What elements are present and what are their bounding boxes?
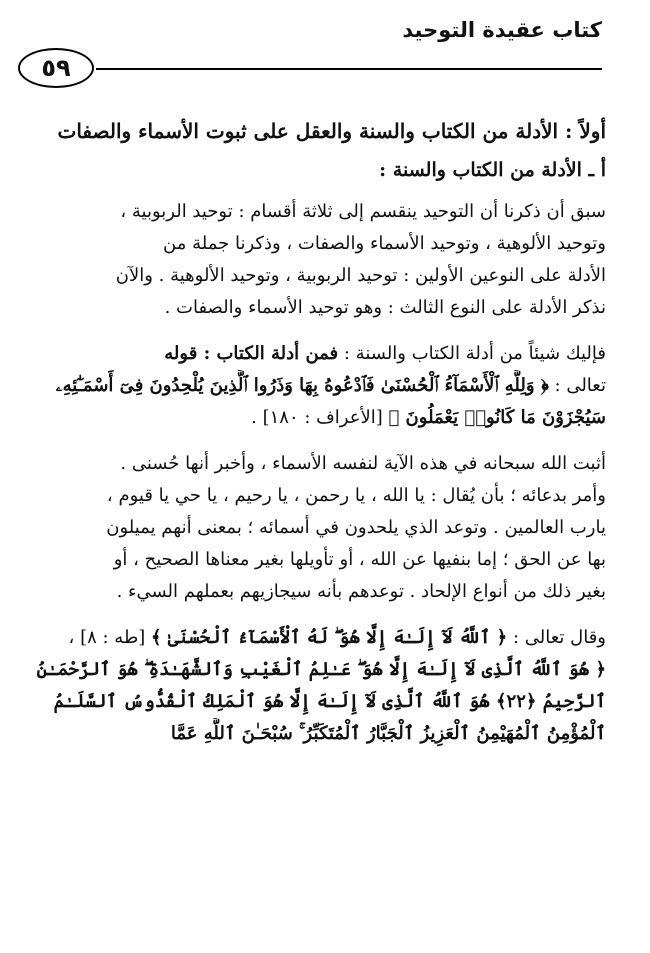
text-run: تعالى : (548, 375, 606, 396)
quran-verse: ﴿ ٱللَّهُ لَآ إِلَـٰهَ إِلَّا هُوَ ۖ لَهُ ٱلْأَسْمَآءُ ٱلْحُسْنَىٰ ﴾ (151, 627, 508, 648)
text-run: فإليك شيئاً من أدلة الكتاب والسنة : (338, 343, 606, 364)
header-rule (96, 68, 602, 70)
bold-text-run: فمن أدلة الكتاب : قوله (164, 343, 339, 364)
sub-heading: أ ـ الأدلة من الكتاب والسنة : (379, 159, 606, 181)
page-number: ٥٩ (18, 48, 94, 88)
page-body (26, 112, 606, 750)
section-heading: أولاً : الأدلة من الكتاب والسنة والعقل على ثبوت الأسماء والصفات (57, 119, 606, 143)
quran-verse: سَيُجْزَوْنَ مَا كَانُوا۟ يَعْمَلُونَ ﴾ (388, 407, 606, 428)
text-line: وتوحيد الألوهية ، وتوحيد الأسماء والصفات ، وذكرنا جملة من (163, 233, 606, 254)
verse-reference: [طه : ٨] ، (68, 627, 152, 648)
text-line: بها عن الحق ؛ إما بنفيها عن الله ، أو تأويلها بغير معناها الصحيح ، أو (113, 549, 606, 570)
quran-verse: ﴿ هُوَ ٱللَّهُ ٱلَّذِى لَآ إِلَـٰهَ إِلَّا هُوَ ۖ عَـٰلِمُ ٱلْغَيْبِ وَٱلشَّهَـٰدَةِ ۖ هُوَ ٱلرَّحْمَـٰنُ (36, 659, 606, 680)
paragraph-3 (26, 448, 606, 608)
text-line (26, 402, 606, 434)
quran-verse: ٱلْمُؤْمِنُ ٱلْمُهَيْمِنُ ٱلْعَزِيزُ ٱلْجَبَّارُ ٱلْمُتَكَبِّرُ ۚ سُبْحَـٰنَ ٱللَّهِ عَمَّا (170, 723, 606, 744)
book-title: كتاب عقيدة التوحيد (402, 18, 602, 42)
text-line: بغير ذلك من أنواع الإلحاد . توعدهم بأنه سيجازيهم بعملهم السيء . (116, 581, 606, 602)
text-line: نذكر الأدلة على النوع الثالث : وهو توحيد الأسماء والصفات . (164, 297, 606, 318)
text-line: سبق أن ذكرنا أن التوحيد ينقسم إلى ثلاثة أقسام : توحيد الربوبية ، (120, 201, 606, 222)
text-line: الأدلة على النوعين الأولين : توحيد الربوبية ، وتوحيد الألوهية . والآن (115, 265, 606, 286)
text-line: أثبت الله سبحانه في هذه الآية لنفسه الأسماء ، وأخبر أنها حُسنى . (120, 453, 606, 474)
text-run: وقال تعالى : (507, 627, 606, 648)
text-line (26, 622, 606, 654)
page-header (0, 0, 650, 100)
quran-verse: ٱلرَّحِيمُ ﴿٢٢﴾ هُوَ ٱللَّهُ ٱلَّذِى لَآ إِلَـٰهَ إِلَّا هُوَ ٱلْمَلِكُ ٱلْقُدُّوسُ ٱلسَّلَـٰمُ (53, 691, 606, 712)
paragraph-2 (26, 338, 606, 434)
text-line: يارب العالمين . وتوعد الذي يلحدون في أسمائه ؛ بمعنى أنهم يميلون (106, 517, 606, 538)
paragraph-4 (26, 622, 606, 750)
text-line (26, 338, 606, 370)
verse-reference: [الأعراف : ١٨٠] . (251, 407, 389, 428)
text-line (26, 370, 606, 402)
quran-verse: ﴿ وَلِلَّهِ ٱلْأَسْمَآءُ ٱلْحُسْنَىٰ فَٱدْعُوهُ بِهَا وَذَرُوا ٱلَّذِينَ يُلْحِدُونَ فِىٓ أَسْمَـٰٓئِهِۦ (55, 375, 549, 396)
paragraph-1 (26, 196, 606, 324)
text-line: وأمر بدعائه ؛ بأن يُقال : يا الله ، يا رحمن ، يا رحيم ، يا حي يا قيوم ، (106, 485, 606, 506)
